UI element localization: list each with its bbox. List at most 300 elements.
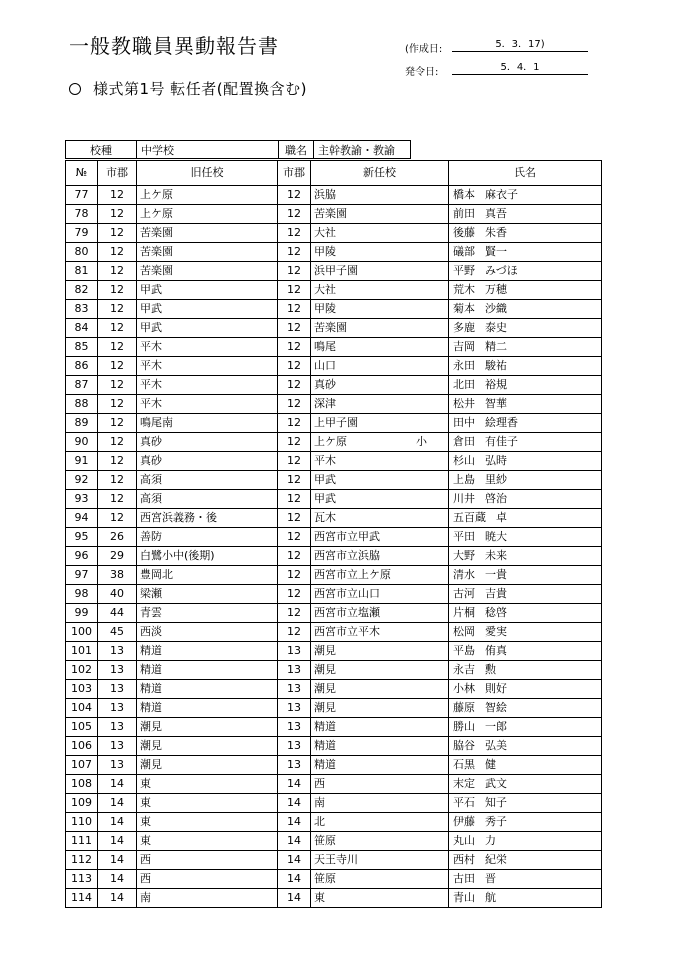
row-surname: 清水 bbox=[453, 568, 475, 581]
row-old-city: 40 bbox=[98, 585, 137, 604]
row-name bbox=[449, 319, 602, 338]
row-given-name: 駿祐 bbox=[485, 359, 507, 372]
row-no: 107 bbox=[66, 756, 98, 775]
row-old-city: 29 bbox=[98, 547, 137, 566]
row-given-name: 未来 bbox=[485, 549, 507, 562]
position-label: 職名 bbox=[279, 141, 314, 159]
row-old-school: 平木 bbox=[137, 357, 278, 376]
row-new-school-name: 笹原 bbox=[314, 872, 336, 885]
row-new-school-name: 西 bbox=[314, 777, 325, 790]
row-new-city: 12 bbox=[278, 357, 311, 376]
row-surname: 古河 bbox=[453, 587, 475, 600]
row-new-school bbox=[311, 376, 449, 395]
row-name bbox=[449, 281, 602, 300]
row-new-city: 12 bbox=[278, 224, 311, 243]
table-row bbox=[66, 281, 602, 300]
row-no: 95 bbox=[66, 528, 98, 547]
row-new-city: 12 bbox=[278, 205, 311, 224]
row-name bbox=[449, 338, 602, 357]
row-name bbox=[449, 452, 602, 471]
row-old-school: 苦楽園 bbox=[137, 262, 278, 281]
row-old-school: 苦楽園 bbox=[137, 224, 278, 243]
row-given-name: 裕規 bbox=[485, 378, 507, 391]
row-no: 94 bbox=[66, 509, 98, 528]
row-old-school: 甲武 bbox=[137, 281, 278, 300]
row-new-city: 14 bbox=[278, 889, 311, 908]
row-name bbox=[449, 243, 602, 262]
row-no: 84 bbox=[66, 319, 98, 338]
row-new-school-name: 潮見 bbox=[314, 701, 336, 714]
table-row bbox=[66, 680, 602, 699]
row-new-school-name: 南 bbox=[314, 796, 325, 809]
row-given-name: 卓 bbox=[496, 511, 507, 524]
row-old-city: 12 bbox=[98, 224, 137, 243]
row-old-school: 青雲 bbox=[137, 604, 278, 623]
row-new-school bbox=[311, 281, 449, 300]
row-surname: 伊藤 bbox=[453, 815, 475, 828]
table-row bbox=[66, 414, 602, 433]
row-surname: 多鹿 bbox=[453, 321, 475, 334]
row-old-school: 東 bbox=[137, 775, 278, 794]
row-new-school bbox=[311, 813, 449, 832]
row-new-school-name: 深津 bbox=[314, 397, 336, 410]
row-old-city: 14 bbox=[98, 889, 137, 908]
row-no: 99 bbox=[66, 604, 98, 623]
row-new-school bbox=[311, 395, 449, 414]
row-given-name: 絵理香 bbox=[485, 416, 518, 429]
row-old-city: 13 bbox=[98, 718, 137, 737]
row-name bbox=[449, 262, 602, 281]
row-given-name: 航 bbox=[485, 891, 496, 904]
row-name bbox=[449, 376, 602, 395]
row-given-name: 麻衣子 bbox=[485, 188, 518, 201]
table-header-row bbox=[66, 161, 602, 186]
row-old-city: 12 bbox=[98, 243, 137, 262]
row-new-school-name: 西宮市立山口 bbox=[314, 587, 380, 600]
row-name bbox=[449, 737, 602, 756]
row-given-name: 秀子 bbox=[485, 815, 507, 828]
row-surname: 前田 bbox=[453, 207, 475, 220]
row-old-school: 西 bbox=[137, 870, 278, 889]
row-new-school bbox=[311, 851, 449, 870]
row-old-school: 潮見 bbox=[137, 737, 278, 756]
row-given-name: 愛実 bbox=[485, 625, 507, 638]
school-type-label: 校種 bbox=[66, 141, 137, 159]
row-old-city: 26 bbox=[98, 528, 137, 547]
row-new-school bbox=[311, 737, 449, 756]
row-old-school: 真砂 bbox=[137, 433, 278, 452]
row-old-school: 白鷺小中(後期) bbox=[137, 547, 278, 566]
row-new-city: 12 bbox=[278, 395, 311, 414]
row-given-name: 紀栄 bbox=[485, 853, 507, 866]
row-new-city: 13 bbox=[278, 718, 311, 737]
position-value: 主幹教諭・教諭 bbox=[314, 141, 411, 159]
row-surname: 平石 bbox=[453, 796, 475, 809]
row-new-school-name: 精道 bbox=[314, 720, 336, 733]
row-new-school bbox=[311, 642, 449, 661]
row-old-city: 14 bbox=[98, 775, 137, 794]
row-no: 108 bbox=[66, 775, 98, 794]
row-name bbox=[449, 471, 602, 490]
row-surname: 田中 bbox=[453, 416, 475, 429]
row-new-city: 12 bbox=[278, 452, 311, 471]
table-row bbox=[66, 718, 602, 737]
row-new-school bbox=[311, 756, 449, 775]
table-row bbox=[66, 224, 602, 243]
row-old-city: 12 bbox=[98, 281, 137, 300]
row-new-school bbox=[311, 775, 449, 794]
row-old-city: 13 bbox=[98, 737, 137, 756]
row-new-school bbox=[311, 414, 449, 433]
table-row bbox=[66, 395, 602, 414]
row-old-city: 13 bbox=[98, 680, 137, 699]
row-new-school bbox=[311, 300, 449, 319]
row-new-city: 12 bbox=[278, 528, 311, 547]
row-new-city: 13 bbox=[278, 642, 311, 661]
row-old-city: 44 bbox=[98, 604, 137, 623]
row-old-school: 東 bbox=[137, 832, 278, 851]
row-name bbox=[449, 205, 602, 224]
row-no: 92 bbox=[66, 471, 98, 490]
row-new-school-name: 大社 bbox=[314, 226, 336, 239]
row-surname: 川井 bbox=[453, 492, 475, 505]
row-name bbox=[449, 794, 602, 813]
table-row bbox=[66, 889, 602, 908]
row-no: 101 bbox=[66, 642, 98, 661]
row-new-city: 12 bbox=[278, 509, 311, 528]
row-no: 89 bbox=[66, 414, 98, 433]
row-old-school: 豊岡北 bbox=[137, 566, 278, 585]
row-new-school bbox=[311, 490, 449, 509]
row-surname: 後藤 bbox=[453, 226, 475, 239]
row-old-city: 12 bbox=[98, 471, 137, 490]
row-no: 97 bbox=[66, 566, 98, 585]
row-new-city: 14 bbox=[278, 870, 311, 889]
row-name bbox=[449, 186, 602, 205]
row-old-city: 12 bbox=[98, 262, 137, 281]
row-no: 81 bbox=[66, 262, 98, 281]
row-no: 80 bbox=[66, 243, 98, 262]
row-surname: 橋本 bbox=[453, 188, 475, 201]
row-new-school bbox=[311, 566, 449, 585]
row-given-name: 知子 bbox=[485, 796, 507, 809]
row-name bbox=[449, 699, 602, 718]
row-new-school-name: 潮見 bbox=[314, 663, 336, 676]
table-row bbox=[66, 243, 602, 262]
row-new-school-suffix: 小 bbox=[416, 435, 427, 448]
row-old-school: 西宮浜義務・後 bbox=[137, 509, 278, 528]
row-new-school-name: 平木 bbox=[314, 454, 336, 467]
row-surname: 永田 bbox=[453, 359, 475, 372]
row-old-school: 潮見 bbox=[137, 718, 278, 737]
row-new-school bbox=[311, 338, 449, 357]
row-new-city: 12 bbox=[278, 414, 311, 433]
row-surname: 平田 bbox=[453, 530, 475, 543]
row-new-school bbox=[311, 452, 449, 471]
row-surname: 平野 bbox=[453, 264, 475, 277]
row-name bbox=[449, 566, 602, 585]
row-old-school: 精道 bbox=[137, 680, 278, 699]
row-old-city: 14 bbox=[98, 832, 137, 851]
row-given-name: 有佳子 bbox=[485, 435, 518, 448]
row-no: 103 bbox=[66, 680, 98, 699]
row-given-name: 弘美 bbox=[485, 739, 507, 752]
row-old-city: 14 bbox=[98, 813, 137, 832]
row-new-school bbox=[311, 262, 449, 281]
row-old-school: 真砂 bbox=[137, 452, 278, 471]
row-new-city: 13 bbox=[278, 737, 311, 756]
row-surname: 小林 bbox=[453, 682, 475, 695]
table-row bbox=[66, 756, 602, 775]
row-given-name: 精二 bbox=[485, 340, 507, 353]
row-new-city: 12 bbox=[278, 338, 311, 357]
row-new-school-name: 西宮市立甲武 bbox=[314, 530, 380, 543]
row-name bbox=[449, 661, 602, 680]
table-row bbox=[66, 376, 602, 395]
row-surname: 石黒 bbox=[453, 758, 475, 771]
table-row bbox=[66, 566, 602, 585]
row-old-city: 12 bbox=[98, 395, 137, 414]
row-new-school-name: 真砂 bbox=[314, 378, 336, 391]
row-no: 102 bbox=[66, 661, 98, 680]
row-name bbox=[449, 490, 602, 509]
row-given-name: 健 bbox=[485, 758, 496, 771]
row-no: 98 bbox=[66, 585, 98, 604]
row-old-school: 鳴尾南 bbox=[137, 414, 278, 433]
row-new-school-name: 山口 bbox=[314, 359, 336, 372]
row-new-city: 12 bbox=[278, 243, 311, 262]
row-new-city: 14 bbox=[278, 794, 311, 813]
row-new-city: 12 bbox=[278, 281, 311, 300]
row-old-school: 上ケ原 bbox=[137, 205, 278, 224]
row-new-city: 12 bbox=[278, 262, 311, 281]
row-name bbox=[449, 433, 602, 452]
row-old-city: 12 bbox=[98, 186, 137, 205]
table-row bbox=[66, 813, 602, 832]
row-given-name: 智華 bbox=[485, 397, 507, 410]
row-no: 112 bbox=[66, 851, 98, 870]
row-given-name: 則好 bbox=[485, 682, 507, 695]
table-row bbox=[66, 528, 602, 547]
row-old-school: 精道 bbox=[137, 642, 278, 661]
row-name bbox=[449, 547, 602, 566]
row-old-city: 12 bbox=[98, 338, 137, 357]
row-new-school-name: 上ケ原 bbox=[314, 435, 347, 448]
row-new-city: 12 bbox=[278, 566, 311, 585]
row-given-name: 一郎 bbox=[485, 720, 507, 733]
row-no: 93 bbox=[66, 490, 98, 509]
table-row bbox=[66, 452, 602, 471]
row-old-school: 梁瀬 bbox=[137, 585, 278, 604]
row-new-school bbox=[311, 699, 449, 718]
row-new-school-name: 甲武 bbox=[314, 473, 336, 486]
row-old-school: 甲武 bbox=[137, 319, 278, 338]
row-new-city: 13 bbox=[278, 699, 311, 718]
table-row bbox=[66, 699, 602, 718]
row-new-school-name: 苦楽園 bbox=[314, 207, 347, 220]
row-name bbox=[449, 509, 602, 528]
row-new-city: 14 bbox=[278, 775, 311, 794]
form-subtitle bbox=[69, 78, 307, 99]
form-subtitle-text: 様式第1号 転任者(配置換含む) bbox=[93, 80, 308, 98]
row-given-name: 里紗 bbox=[485, 473, 507, 486]
row-new-school-name: 西宮市立塩瀬 bbox=[314, 606, 380, 619]
row-old-school: 東 bbox=[137, 813, 278, 832]
row-no: 90 bbox=[66, 433, 98, 452]
row-new-school-name: 潮見 bbox=[314, 682, 336, 695]
row-old-city: 14 bbox=[98, 870, 137, 889]
row-new-school-name: 大社 bbox=[314, 283, 336, 296]
row-surname: 礒部 bbox=[453, 245, 475, 258]
row-new-city: 14 bbox=[278, 832, 311, 851]
row-old-city: 45 bbox=[98, 623, 137, 642]
row-surname: 上島 bbox=[453, 473, 475, 486]
row-given-name: 啓治 bbox=[485, 492, 507, 505]
row-no: 109 bbox=[66, 794, 98, 813]
row-no: 77 bbox=[66, 186, 98, 205]
row-new-school-name: 西宮市立平木 bbox=[314, 625, 380, 638]
row-name bbox=[449, 623, 602, 642]
row-surname: 菊本 bbox=[453, 302, 475, 315]
table-row bbox=[66, 262, 602, 281]
row-new-school-name: 上甲子園 bbox=[314, 416, 358, 429]
row-old-school: 西淡 bbox=[137, 623, 278, 642]
row-name bbox=[449, 718, 602, 737]
circle-icon bbox=[69, 83, 81, 95]
row-given-name: 稔啓 bbox=[485, 606, 507, 619]
row-new-school bbox=[311, 471, 449, 490]
row-old-city: 12 bbox=[98, 319, 137, 338]
school-type-value: 中学校 bbox=[137, 141, 279, 159]
row-given-name: 弘時 bbox=[485, 454, 507, 467]
row-surname: 平島 bbox=[453, 644, 475, 657]
row-old-school: 高須 bbox=[137, 471, 278, 490]
table-row bbox=[66, 870, 602, 889]
table-row bbox=[66, 490, 602, 509]
row-new-school bbox=[311, 889, 449, 908]
row-surname: 五百蔵 bbox=[453, 511, 486, 524]
row-old-city: 12 bbox=[98, 376, 137, 395]
row-new-city: 13 bbox=[278, 661, 311, 680]
row-old-school: 南 bbox=[137, 889, 278, 908]
row-new-school-name: 浜脇 bbox=[314, 188, 336, 201]
row-old-school: 平木 bbox=[137, 395, 278, 414]
row-old-city: 12 bbox=[98, 509, 137, 528]
row-old-city: 13 bbox=[98, 661, 137, 680]
row-given-name: 智絵 bbox=[485, 701, 507, 714]
row-old-school: 東 bbox=[137, 794, 278, 813]
table-row bbox=[66, 300, 602, 319]
row-old-school: 西 bbox=[137, 851, 278, 870]
row-surname: 西村 bbox=[453, 853, 475, 866]
column-header-no: № bbox=[66, 161, 98, 186]
row-new-school-name: 鳴尾 bbox=[314, 340, 336, 353]
row-old-school: 苦楽園 bbox=[137, 243, 278, 262]
row-old-school: 善防 bbox=[137, 528, 278, 547]
row-new-city: 12 bbox=[278, 547, 311, 566]
row-name bbox=[449, 528, 602, 547]
row-new-school bbox=[311, 585, 449, 604]
table-row bbox=[66, 642, 602, 661]
row-surname: 永吉 bbox=[453, 663, 475, 676]
row-given-name: 賢一 bbox=[485, 245, 507, 258]
row-surname: 片桐 bbox=[453, 606, 475, 619]
row-new-city: 13 bbox=[278, 756, 311, 775]
row-old-city: 12 bbox=[98, 414, 137, 433]
row-surname: 勝山 bbox=[453, 720, 475, 733]
row-new-school-name: 甲陵 bbox=[314, 302, 336, 315]
table-row bbox=[66, 547, 602, 566]
row-name bbox=[449, 832, 602, 851]
row-name bbox=[449, 775, 602, 794]
row-new-school-name: 苦楽園 bbox=[314, 321, 347, 334]
row-name bbox=[449, 813, 602, 832]
table-row bbox=[66, 737, 602, 756]
row-no: 106 bbox=[66, 737, 98, 756]
table-row bbox=[66, 794, 602, 813]
row-no: 114 bbox=[66, 889, 98, 908]
row-new-school-name: 西宮市立浜脇 bbox=[314, 549, 380, 562]
table-row bbox=[66, 585, 602, 604]
row-no: 104 bbox=[66, 699, 98, 718]
row-new-school-name: 精道 bbox=[314, 758, 336, 771]
table-row bbox=[66, 186, 602, 205]
row-given-name: みづほ bbox=[485, 264, 518, 277]
column-header-old-city: 市郡 bbox=[98, 161, 137, 186]
row-new-city: 12 bbox=[278, 300, 311, 319]
created-date-label: (作成日: bbox=[405, 44, 443, 55]
row-no: 113 bbox=[66, 870, 98, 889]
table-row bbox=[66, 832, 602, 851]
row-new-city: 12 bbox=[278, 186, 311, 205]
row-new-city: 12 bbox=[278, 433, 311, 452]
row-new-school bbox=[311, 319, 449, 338]
transfer-table bbox=[65, 160, 602, 908]
row-new-city: 12 bbox=[278, 376, 311, 395]
table-row bbox=[66, 661, 602, 680]
row-no: 78 bbox=[66, 205, 98, 224]
row-new-school bbox=[311, 718, 449, 737]
row-new-school bbox=[311, 604, 449, 623]
row-new-school bbox=[311, 528, 449, 547]
row-old-city: 12 bbox=[98, 452, 137, 471]
row-new-school-name: 瓦木 bbox=[314, 511, 336, 524]
table-row bbox=[66, 471, 602, 490]
row-old-city: 13 bbox=[98, 642, 137, 661]
row-new-school-name: 精道 bbox=[314, 739, 336, 752]
column-header-new-school: 新任校 bbox=[311, 161, 449, 186]
row-given-name: 一貴 bbox=[485, 568, 507, 581]
row-new-school bbox=[311, 509, 449, 528]
row-no: 111 bbox=[66, 832, 98, 851]
row-new-school bbox=[311, 794, 449, 813]
row-surname: 古田 bbox=[453, 872, 475, 885]
row-name bbox=[449, 756, 602, 775]
row-new-school-name: 甲武 bbox=[314, 492, 336, 505]
row-given-name: 真吾 bbox=[485, 207, 507, 220]
row-old-school: 高須 bbox=[137, 490, 278, 509]
row-name bbox=[449, 414, 602, 433]
row-new-school bbox=[311, 623, 449, 642]
row-name bbox=[449, 224, 602, 243]
row-surname: 末定 bbox=[453, 777, 475, 790]
table-row bbox=[66, 433, 602, 452]
row-new-school bbox=[311, 680, 449, 699]
row-surname: 藤原 bbox=[453, 701, 475, 714]
row-given-name: 泰史 bbox=[485, 321, 507, 334]
row-given-name: 万穂 bbox=[485, 283, 507, 296]
table-row bbox=[66, 604, 602, 623]
